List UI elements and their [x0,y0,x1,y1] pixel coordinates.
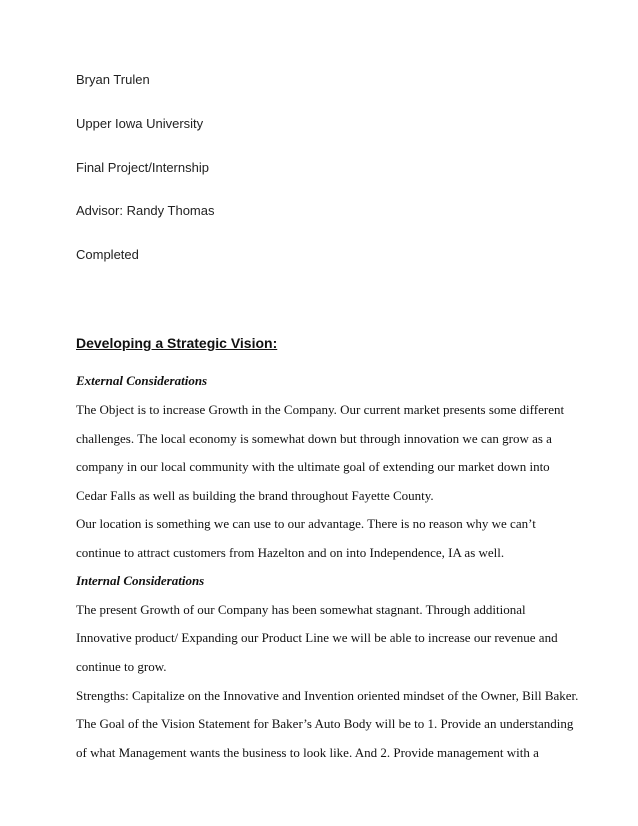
internal-considerations-heading: Internal Considerations [76,573,205,588]
status-line: Completed [76,247,139,262]
body-line: challenges. The local economy is somewhat down but through innovation we can grow as a [76,431,552,446]
body-line: Our location is something we can use to our advantage. There is no reason why we can’t [76,516,536,531]
university-name: Upper Iowa University [76,116,204,131]
external-considerations-heading: External Considerations [76,373,208,388]
section-title: Developing a Strategic Vision: [76,335,278,351]
body-line: The Object is to increase Growth in the Company. Our current market presents some different [76,402,565,417]
advisor-line: Advisor: Randy Thomas [76,203,215,218]
body-line: continue to attract customers from Hazelton and on into Independence, IA as well. [76,545,505,560]
body-line: The Goal of the Vision Statement for Baker’s Auto Body will be to 1. Provide an understanding [76,716,574,731]
body-line: Innovative product/ Expanding our Product Line we will be able to increase our revenue and [76,630,558,645]
course-title: Final Project/Internship [76,160,209,175]
body-line: Strengths: Capitalize on the Innovative and Invention oriented mindset of the Owner, Bill Baker. [76,688,579,703]
body-line: Cedar Falls as well as building the brand throughout Fayette County. [76,488,434,503]
body-line: company in our local community with the ultimate goal of extending our market down into [76,459,550,474]
body-line: of what Management wants the business to look like. And 2. Provide management with a [76,745,539,760]
author-name: Bryan Trulen [76,72,150,87]
body-line: continue to grow. [76,659,167,674]
body-line: The present Growth of our Company has been somewhat stagnant. Through additional [76,602,526,617]
